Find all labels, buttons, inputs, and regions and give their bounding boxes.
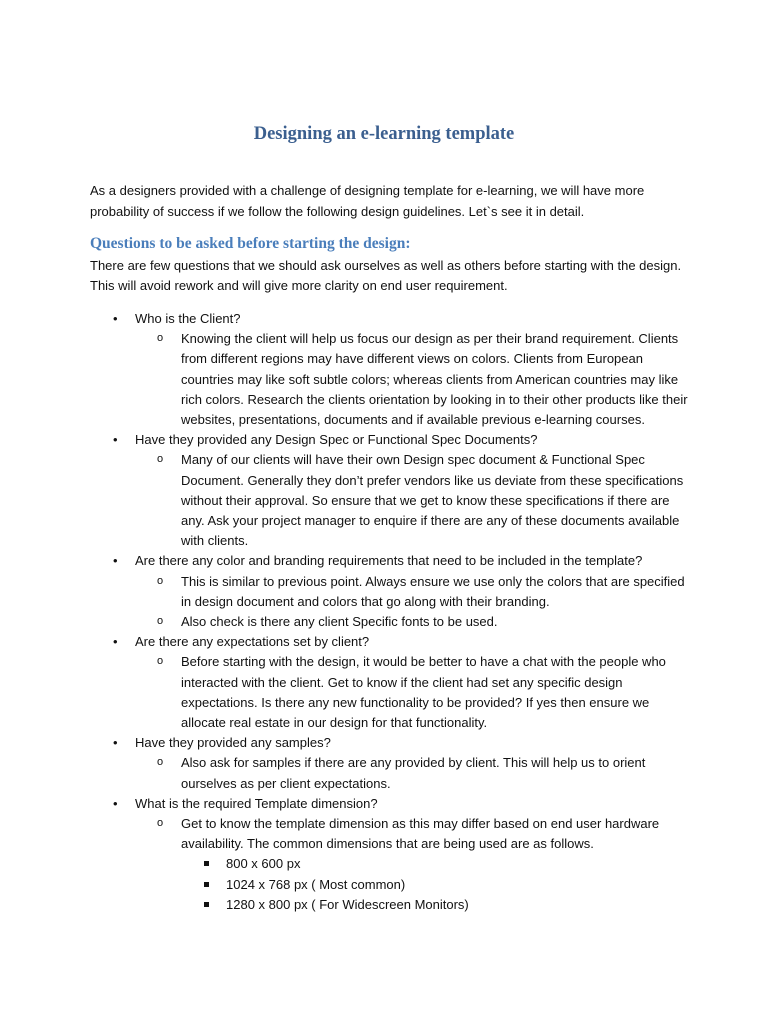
answer-list: [135, 814, 690, 915]
answer-text: Many of our clients will have their own Design spec document & Functional Spec Document. Generally they don’t prefer vendors like us deviate from these specifications without their approval. So ensure that we get to know these specifications if there are any. Ask your project manager to enquire if there are any of these documents available with clients.: [181, 452, 684, 549]
answer-text: Get to know the template dimension as this may differ based on end user hardware availability. The common dimensions that are being used are as follows.: [181, 816, 660, 852]
section-intro-paragraph: There are few questions that we should ask ourselves as well as others before starting with the design. This will avoid rework and will give more clarity on end user requirement.: [90, 258, 682, 293]
dimension-item: 1280 x 800 px ( For Widescreen Monitors): [181, 895, 690, 915]
answer-item: [135, 329, 690, 430]
questions-list: [90, 309, 690, 915]
section-heading: Questions to be asked before starting the design:: [90, 235, 411, 252]
dimension-item: 1024 x 768 px ( Most common): [181, 875, 690, 895]
question-text: Are there any expectations set by client?: [135, 634, 370, 650]
question-text: Have they provided any Design Spec or Functional Spec Documents?: [135, 432, 538, 448]
dimension-list: [181, 854, 690, 915]
question-item: [90, 632, 690, 733]
question-item: [90, 309, 690, 430]
question-text: What is the required Template dimension?: [135, 795, 378, 811]
answer-item: [135, 753, 690, 793]
document-title: Designing an e-learning template: [253, 124, 515, 144]
question-item: [90, 733, 690, 794]
answer-list: [135, 572, 690, 633]
answer-item: [135, 612, 690, 632]
answer-text: Before starting with the design, it would be better to have a chat with the people who interacted with the client. Get to know if the client had set any specific design expectations. Is there any new functionality to be provided? If yes then ensure we allocate real estate in our design for that functionality.: [181, 654, 666, 731]
question-text: Have they provided any samples?: [135, 735, 331, 751]
answer-list: [135, 652, 690, 733]
question-item: [90, 794, 690, 915]
answer-list: [135, 329, 690, 430]
answer-text: Knowing the client will help us focus our design as per their brand requirement. Clients from different regions may have different views on colors. Clients from European countries may like soft subtle colors; whereas clients from American countries may like rich colors. Research the clients orientation by looking in to their other products like their websites, presentations, documents and if available previous e-learning courses.: [181, 331, 688, 428]
answer-text: This is similar to previous point. Always ensure we use only the colors that are specified in design document and colors that go along with their branding.: [181, 573, 685, 609]
answer-item: [135, 814, 690, 915]
dimension-item: 800 x 600 px: [181, 854, 690, 874]
answer-item: [135, 450, 690, 551]
answer-item: [135, 652, 690, 733]
question-item: [90, 551, 690, 632]
answer-text: Also check is there any client Specific fonts to be used.: [181, 614, 498, 630]
answer-list: [135, 450, 690, 551]
answer-text: Also ask for samples if there are any provided by client. This will help us to orient ourselves as per client expectations.: [181, 755, 646, 791]
question-item: [90, 430, 690, 551]
question-text: Are there any color and branding requirements that need to be included in the template?: [135, 553, 643, 569]
answer-list: [135, 753, 690, 793]
answer-item: [135, 572, 690, 612]
intro-paragraph: As a designers provided with a challenge of designing template for e-learning, we will have more probability of success if we follow the following design guidelines. Let`s see it in detail.: [90, 183, 645, 219]
question-text: Who is the Client?: [135, 311, 241, 326]
